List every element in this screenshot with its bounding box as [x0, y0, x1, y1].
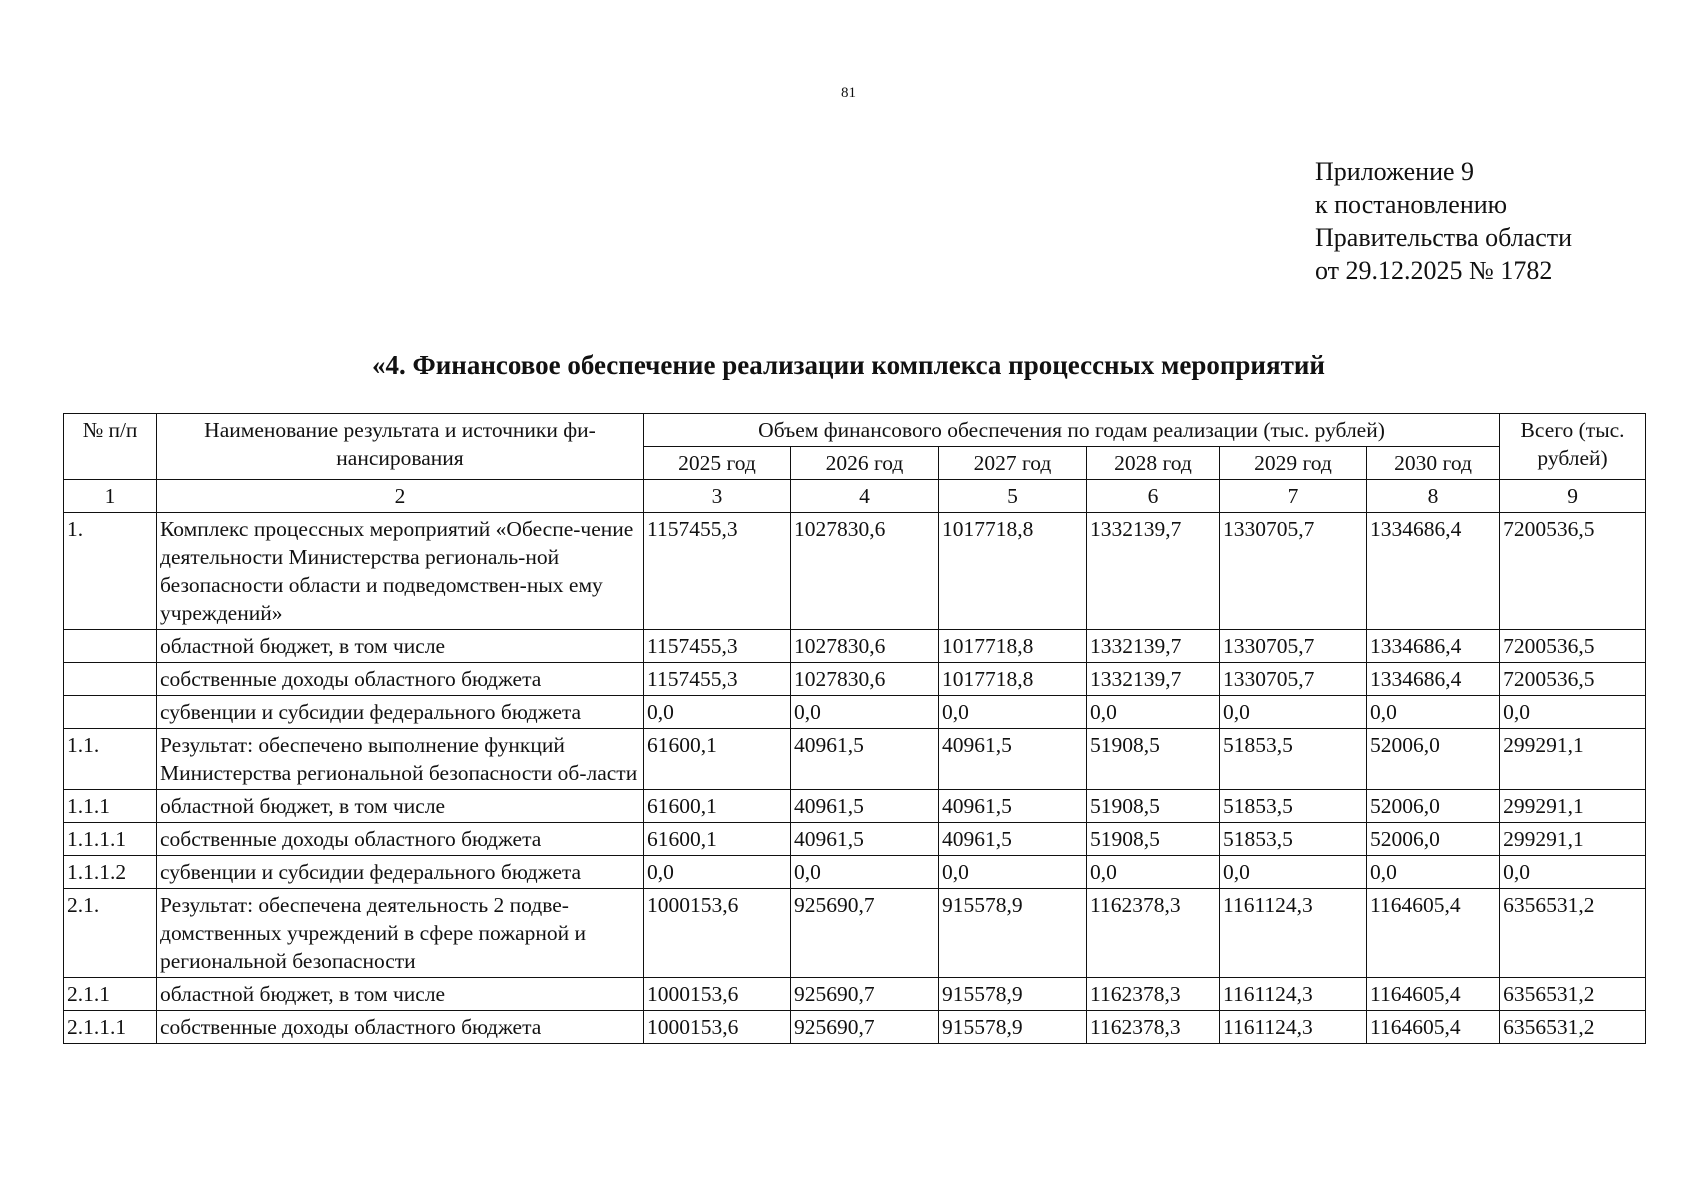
row-total-value: 7200536,5 — [1500, 513, 1646, 630]
header-year: 2026 год — [791, 447, 939, 480]
row-year-value: 0,0 — [939, 856, 1087, 889]
row-year-value: 1161124,3 — [1220, 1011, 1367, 1044]
row-year-value: 61600,1 — [644, 729, 791, 790]
row-year-value: 0,0 — [1367, 856, 1500, 889]
row-year-value: 0,0 — [644, 696, 791, 729]
row-year-value: 0,0 — [1087, 696, 1220, 729]
row-year-value: 0,0 — [1220, 856, 1367, 889]
header-year: 2027 год — [939, 447, 1087, 480]
row-number: 1. — [64, 513, 157, 630]
column-number: 6 — [1087, 480, 1220, 513]
row-year-value: 0,0 — [1087, 856, 1220, 889]
column-number: 3 — [644, 480, 791, 513]
table-row — [64, 729, 1646, 790]
row-year-value: 52006,0 — [1367, 790, 1500, 823]
row-year-value: 1027830,6 — [791, 663, 939, 696]
row-year-value: 51853,5 — [1220, 790, 1367, 823]
appendix-line-3: Правительства области — [1315, 223, 1573, 252]
header-year: 2030 год — [1367, 447, 1500, 480]
table-row — [64, 630, 1646, 663]
row-year-value: 915578,9 — [939, 889, 1087, 978]
row-name: собственные доходы областного бюджета — [157, 1011, 644, 1044]
row-year-value: 1157455,3 — [644, 630, 791, 663]
row-name: областной бюджет, в том числе — [157, 790, 644, 823]
row-year-value: 51853,5 — [1220, 823, 1367, 856]
appendix-line-4: от 29.12.2025 № 1782 — [1315, 256, 1553, 285]
header-year: 2029 год — [1220, 447, 1367, 480]
row-year-value: 51908,5 — [1087, 790, 1220, 823]
row-year-value: 0,0 — [1367, 696, 1500, 729]
row-total-value: 0,0 — [1500, 696, 1646, 729]
row-year-value: 0,0 — [644, 856, 791, 889]
row-year-value: 1017718,8 — [939, 513, 1087, 630]
document-title: «4. Финансовое обеспечение реализации комплекса процессных мероприятий — [372, 350, 1325, 380]
row-year-value: 51908,5 — [1087, 729, 1220, 790]
row-year-value: 915578,9 — [939, 1011, 1087, 1044]
row-year-value: 40961,5 — [791, 729, 939, 790]
row-year-value: 1334686,4 — [1367, 663, 1500, 696]
row-year-value: 1157455,3 — [644, 663, 791, 696]
row-year-value: 40961,5 — [939, 729, 1087, 790]
column-number: 9 — [1500, 480, 1646, 513]
row-year-value: 52006,0 — [1367, 823, 1500, 856]
row-year-value: 1332139,7 — [1087, 630, 1220, 663]
header-total: Всего (тыс. рублей) — [1500, 414, 1646, 480]
row-name: Комплекс процессных мероприятий «Обеспе-чение деятельности Министерства региональ-ной безопасности области и подведомствен-ных ему учреждений» — [157, 513, 644, 630]
row-year-value: 61600,1 — [644, 790, 791, 823]
appendix-block — [1315, 155, 1572, 287]
row-total-value: 6356531,2 — [1500, 889, 1646, 978]
row-year-value: 1164605,4 — [1367, 1011, 1500, 1044]
row-year-value: 0,0 — [1220, 696, 1367, 729]
appendix-line-2: к постановлению — [1315, 190, 1508, 219]
row-total-value: 6356531,2 — [1500, 978, 1646, 1011]
row-year-value: 925690,7 — [791, 978, 939, 1011]
table-body — [64, 513, 1646, 1044]
row-year-value: 1027830,6 — [791, 513, 939, 630]
table-row — [64, 790, 1646, 823]
header-volume: Объем финансового обеспечения по годам реализации (тыс. рублей) — [644, 414, 1500, 447]
row-year-value: 1161124,3 — [1220, 978, 1367, 1011]
row-year-value: 1334686,4 — [1367, 513, 1500, 630]
row-year-value: 1332139,7 — [1087, 513, 1220, 630]
row-total-value: 0,0 — [1500, 856, 1646, 889]
row-year-value: 0,0 — [791, 856, 939, 889]
row-number: 2.1.1 — [64, 978, 157, 1011]
header-row-column-numbers — [64, 480, 1646, 513]
table-row — [64, 823, 1646, 856]
row-year-value: 40961,5 — [791, 790, 939, 823]
row-total-value: 299291,1 — [1500, 790, 1646, 823]
row-year-value: 1330705,7 — [1220, 630, 1367, 663]
row-name: областной бюджет, в том числе — [157, 630, 644, 663]
row-total-value: 7200536,5 — [1500, 630, 1646, 663]
header-year: 2028 год — [1087, 447, 1220, 480]
row-year-value: 1332139,7 — [1087, 663, 1220, 696]
page-number: 81 — [841, 85, 856, 101]
row-year-value: 1162378,3 — [1087, 1011, 1220, 1044]
table-row — [64, 978, 1646, 1011]
row-year-value: 1000153,6 — [644, 889, 791, 978]
row-year-value: 40961,5 — [791, 823, 939, 856]
row-year-value: 52006,0 — [1367, 729, 1500, 790]
row-name: областной бюджет, в том числе — [157, 978, 644, 1011]
row-total-value: 299291,1 — [1500, 823, 1646, 856]
row-year-value: 925690,7 — [791, 889, 939, 978]
row-number: 2.1.1.1 — [64, 1011, 157, 1044]
header-year: 2025 год — [644, 447, 791, 480]
column-number: 7 — [1220, 480, 1367, 513]
row-year-value: 1017718,8 — [939, 663, 1087, 696]
row-number — [64, 663, 157, 696]
row-year-value: 0,0 — [939, 696, 1087, 729]
row-year-value: 1000153,6 — [644, 1011, 791, 1044]
row-year-value: 40961,5 — [939, 823, 1087, 856]
table-row — [64, 696, 1646, 729]
row-year-value: 1157455,3 — [644, 513, 791, 630]
row-name: субвенции и субсидии федерального бюджета — [157, 856, 644, 889]
row-number: 1.1.1.2 — [64, 856, 157, 889]
table-row — [64, 513, 1646, 630]
column-number: 2 — [157, 480, 644, 513]
financing-table — [63, 413, 1646, 1044]
row-year-value: 1161124,3 — [1220, 889, 1367, 978]
row-name: Результат: обеспечено выполнение функций Министерства региональной безопасности об-ласти — [157, 729, 644, 790]
row-name: субвенции и субсидии федерального бюджета — [157, 696, 644, 729]
row-year-value: 1162378,3 — [1087, 978, 1220, 1011]
row-number: 1.1. — [64, 729, 157, 790]
row-total-value: 6356531,2 — [1500, 1011, 1646, 1044]
row-year-value: 0,0 — [791, 696, 939, 729]
row-year-value: 61600,1 — [644, 823, 791, 856]
row-name: Результат: обеспечена деятельность 2 подве-домственных учреждений в сфере пожарной и региональной безопасности — [157, 889, 644, 978]
row-year-value: 1334686,4 — [1367, 630, 1500, 663]
table-row — [64, 856, 1646, 889]
row-year-value: 1164605,4 — [1367, 978, 1500, 1011]
table-row — [64, 889, 1646, 978]
row-total-value: 7200536,5 — [1500, 663, 1646, 696]
row-total-value: 299291,1 — [1500, 729, 1646, 790]
row-year-value: 915578,9 — [939, 978, 1087, 1011]
row-number: 1.1.1.1 — [64, 823, 157, 856]
appendix-line-1: Приложение 9 — [1315, 157, 1475, 186]
header-name: Наименование результата и источники фи-нансирования — [157, 414, 644, 480]
column-number: 5 — [939, 480, 1087, 513]
table-row — [64, 663, 1646, 696]
column-number: 4 — [791, 480, 939, 513]
row-year-value: 1162378,3 — [1087, 889, 1220, 978]
row-year-value: 1330705,7 — [1220, 513, 1367, 630]
column-number: 8 — [1367, 480, 1500, 513]
row-year-value: 40961,5 — [939, 790, 1087, 823]
row-number — [64, 696, 157, 729]
row-year-value: 1017718,8 — [939, 630, 1087, 663]
row-number: 2.1. — [64, 889, 157, 978]
table-row — [64, 1011, 1646, 1044]
header-num: № п/п — [64, 414, 157, 480]
row-year-value: 1000153,6 — [644, 978, 791, 1011]
row-year-value: 51853,5 — [1220, 729, 1367, 790]
row-name: собственные доходы областного бюджета — [157, 823, 644, 856]
column-number: 1 — [64, 480, 157, 513]
row-year-value: 925690,7 — [791, 1011, 939, 1044]
row-number — [64, 630, 157, 663]
row-year-value: 1164605,4 — [1367, 889, 1500, 978]
row-number: 1.1.1 — [64, 790, 157, 823]
row-year-value: 1330705,7 — [1220, 663, 1367, 696]
header-row-1 — [64, 414, 1646, 447]
row-name: собственные доходы областного бюджета — [157, 663, 644, 696]
row-year-value: 1027830,6 — [791, 630, 939, 663]
row-year-value: 51908,5 — [1087, 823, 1220, 856]
